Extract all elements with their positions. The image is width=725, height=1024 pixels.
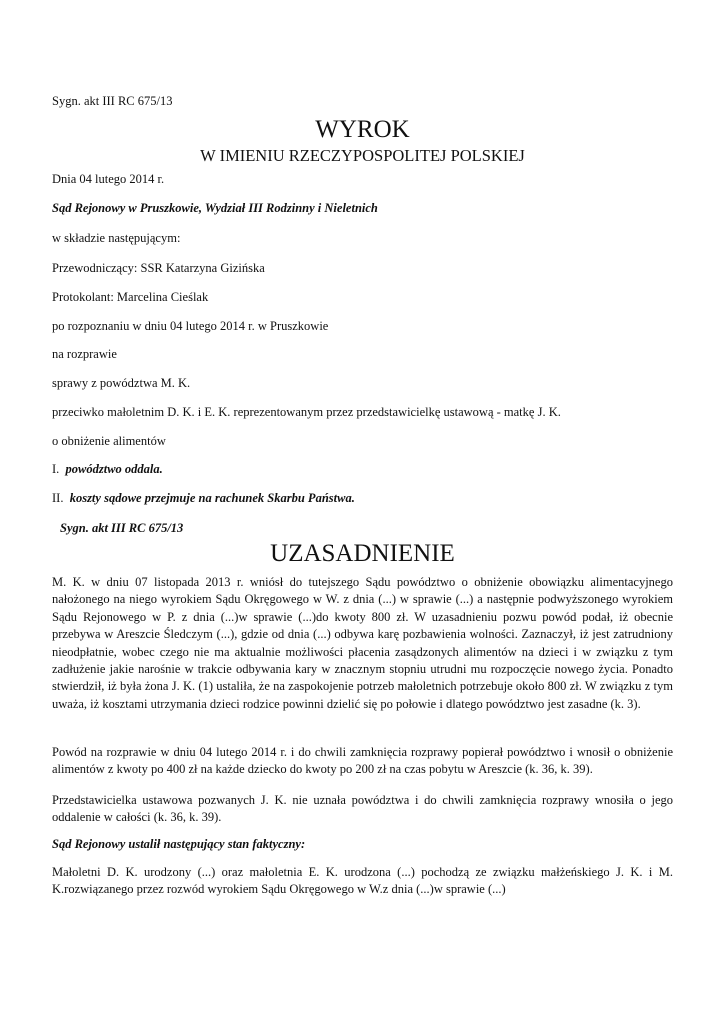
hearing-info: po rozpoznaniu w dniu 04 lutego 2014 r. w Pruszkowie bbox=[52, 319, 329, 333]
court-clerk: Protokolant: Marcelina Cieślak bbox=[52, 290, 209, 304]
document-title: WYROK bbox=[315, 116, 410, 143]
document-subtitle: W IMIENIU RZECZYPOSPOLITEJ POLSKIEJ bbox=[200, 146, 525, 165]
claim: sprawy z powództwa M. K. bbox=[52, 376, 191, 390]
ruling-number: I. bbox=[52, 462, 60, 476]
justification-paragraph: M. K. w dniu 07 listopada 2013 r. wniósł do tutejszego Sądu powództwo o obniżenie obowiązku alimentacyjnego nałożonego na niego wyrokiem Sądu Okręgowego w W. z dnia (...) w sprawie (...) a następnie podwyższonego wyrokiem Sądu Rejonowego w P. z dnia (...)w sprawie (...)do kwoty 800 zł. W uzasadnieniu pozwu powód podał, iż obecnie przebywa w Areszcie Śledczym (...), gdzie od dnia (...) odbywa karę pozbawienia wolności. Zaznaczył, iż jest zatrudniony nieodpłatnie, wobec czego nie ma aktualnie możliwości płacenia zasądzonych alimentów na dzieci i w związku z tym zadłużenie jakie narośnie w trakcie odbywania kary w znacznym stopniu utrudni mu rozpoczęcie nowego życia. Ponadto stwierdził, iż była żona J. K. (1) ustaliła, że na zaspokojenie potrzeb małoletnich potrzebuje około 800 zł. W związku z tym uważa, iż kosztami utrzymania dzieci rodzice powinni dzielić się po połowie i dlatego powództwo jest zasadne (k. 3). bbox=[52, 575, 673, 711]
subject: o obniżenie alimentów bbox=[52, 434, 166, 448]
facts-heading: Sąd Rejonowy ustalił następujący stan faktyczny: bbox=[52, 837, 306, 851]
case-number-2: Sygn. akt III RC 675/13 bbox=[60, 521, 184, 535]
hearing-type: na rozprawie bbox=[52, 347, 117, 361]
justification-title: UZASADNIENIE bbox=[270, 540, 455, 567]
ruling-text: powództwo oddala. bbox=[65, 462, 163, 476]
defendants: przeciwko małoletnim D. K. i E. K. reprezentowanym przez przedstawicielkę ustawową - matkę J. K. bbox=[52, 405, 561, 419]
case-number: Sygn. akt III RC 675/13 bbox=[52, 94, 173, 108]
composition-label: w składzie następującym: bbox=[52, 231, 181, 245]
ruling-item bbox=[52, 490, 355, 506]
ruling-number: II. bbox=[52, 491, 64, 505]
presiding-judge: Przewodniczący: SSR Katarzyna Gizińska bbox=[52, 261, 265, 275]
judgment-date: Dnia 04 lutego 2014 r. bbox=[52, 172, 165, 186]
ruling-item bbox=[52, 461, 163, 477]
justification-paragraph: Małoletni D. K. urodzony (...) oraz małoletnia E. K. urodzona (...) pochodzą ze związku małżeńskiego J. K. i M. K.rozwiązanego przez rozwód wyrokiem Sądu Okręgowego w W.z dnia (...)w sprawie (...) bbox=[52, 865, 673, 897]
court-name: Sąd Rejonowy w Pruszkowie, Wydział III Rodzinny i Nieletnich bbox=[52, 201, 378, 215]
justification-paragraph: Powód na rozprawie w dniu 04 lutego 2014 r. i do chwili zamknięcia rozprawy popierał powództwo i wnosił o obniżenie alimentów z kwoty po 400 zł na każde dziecko do kwoty po 200 zł na czas pobytu w Areszcie (k. 36, k. 39). bbox=[52, 745, 673, 777]
ruling-text: koszty sądowe przejmuje na rachunek Skarbu Państwa. bbox=[69, 491, 355, 505]
justification-paragraph: Przedstawicielka ustawowa pozwanych J. K. nie uznała powództwa i do chwili zamknięcia rozprawy wnosiła o jego oddalenie w całości (k. 36, k. 39). bbox=[52, 793, 673, 825]
